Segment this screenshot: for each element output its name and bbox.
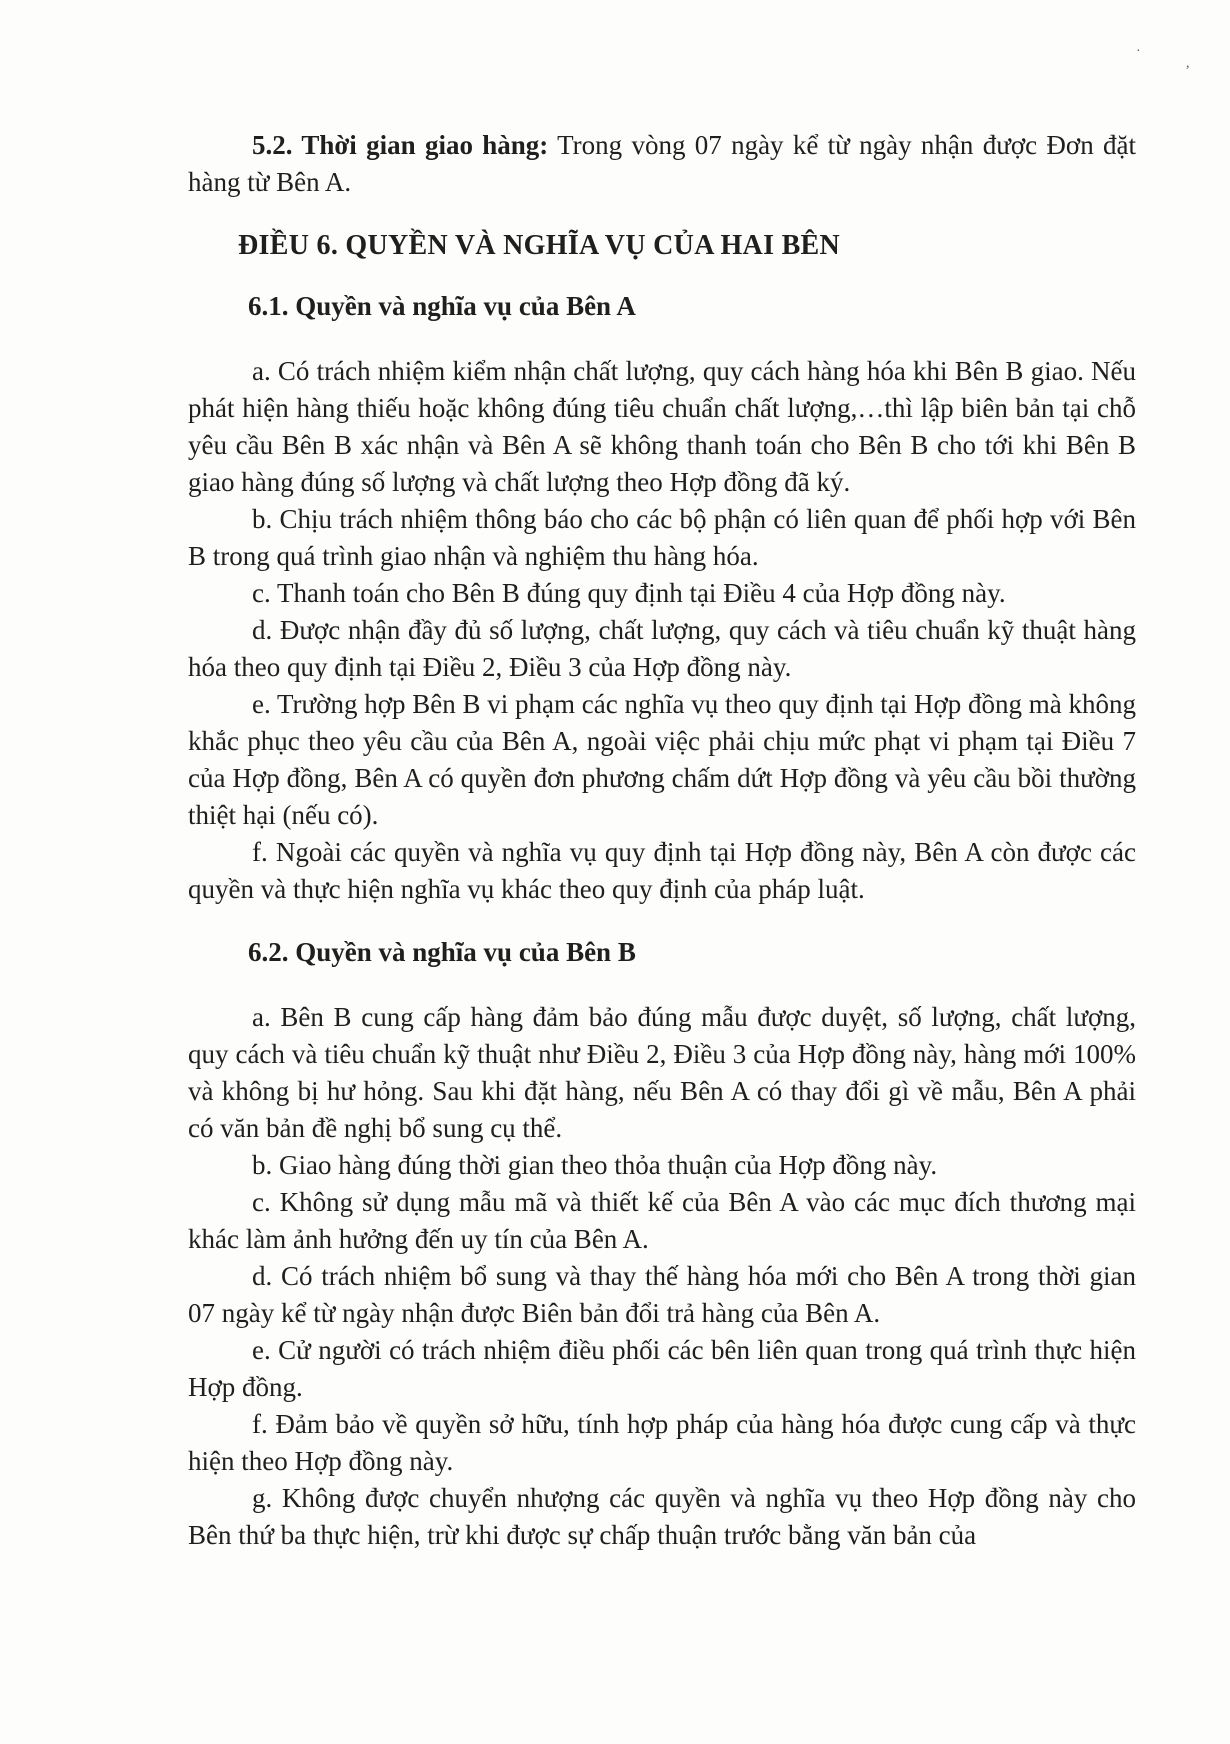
section-6-2-item-e: e. Cử người có trách nhiệm điều phối các bên liên quan trong quá trình thực hiện Hợp đồng. xyxy=(188,1335,1136,1402)
document-body xyxy=(188,127,1136,1554)
section-6-2-item-c: c. Không sử dụng mẫu mã và thiết kế của Bên A vào các mục đích thương mại khác làm ảnh hưởng đến uy tín của Bên A. xyxy=(188,1187,1136,1254)
section-6-1-item-b: b. Chịu trách nhiệm thông báo cho các bộ phận có liên quan để phối hợp với Bên B trong quá trình giao nhận và nghiệm thu hàng hóa. xyxy=(188,504,1136,571)
section-6-2-item-a: a. Bên B cung cấp hàng đảm bảo đúng mẫu được duyệt, số lượng, chất lượng, quy cách và tiêu chuẩn kỹ thuật như Điều 2, Điều 3 của Hợp đồng này, hàng mới 100% và không bị hư hỏng. Sau khi đặt hàng, nếu Bên A có thay đổi gì về mẫu, Bên A phải có văn bản đề nghị bổ sung cụ thể. xyxy=(188,1002,1136,1143)
section-6-1-item-d: d. Được nhận đầy đủ số lượng, chất lượng, quy cách và tiêu chuẩn kỹ thuật hàng hóa theo quy định tại Điều 2, Điều 3 của Hợp đồng này. xyxy=(188,615,1136,682)
section-5-2-label: 5.2. Thời gian giao hàng: xyxy=(252,130,549,160)
article-6-heading: ĐIỀU 6. QUYỀN VÀ NGHĨA VỤ CỦA HAI BÊN xyxy=(238,230,841,261)
scan-mark: · xyxy=(1136,44,1141,59)
section-6-2-item-f: f. Đảm bảo về quyền sở hữu, tính hợp pháp của hàng hóa được cung cấp và thực hiện theo Hợp đồng này. xyxy=(188,1409,1136,1476)
section-6-2-item-g: g. Không được chuyển nhượng các quyền và nghĩa vụ theo Hợp đồng này cho Bên thứ ba thực hiện, trừ khi được sự chấp thuận trước bằng văn bản của xyxy=(188,1483,1136,1550)
section-5-2-paragraph xyxy=(188,127,1136,201)
section-6-1-item-f: f. Ngoài các quyền và nghĩa vụ quy định tại Hợp đồng này, Bên A còn được các quyền và thực hiện nghĩa vụ khác theo quy định của pháp luật. xyxy=(188,837,1136,904)
scan-mark: , xyxy=(1186,56,1190,71)
section-6-1-heading: 6.1. Quyền và nghĩa vụ của Bên A xyxy=(248,291,636,321)
section-5-2-text: Trong vòng 07 ngày kể từ ngày nhận được Đơn đặt hàng từ Bên A. xyxy=(188,130,1136,197)
section-6-2-item-b: b. Giao hàng đúng thời gian theo thỏa thuận của Hợp đồng này. xyxy=(252,1150,938,1180)
section-6-2-heading: 6.2. Quyền và nghĩa vụ của Bên B xyxy=(248,937,636,967)
section-6-1-item-c: c. Thanh toán cho Bên B đúng quy định tại Điều 4 của Hợp đồng này. xyxy=(252,578,1006,608)
section-6-1-item-e: e. Trường hợp Bên B vi phạm các nghĩa vụ theo quy định tại Hợp đồng mà không khắc phục theo yêu cầu của Bên A, ngoài việc phải chịu mức phạt vi phạm tại Điều 7 của Hợp đồng, Bên A có quyền đơn phương chấm dứt Hợp đồng và yêu cầu bồi thường thiệt hại (nếu có). xyxy=(188,689,1136,830)
section-6-1-item-a: a. Có trách nhiệm kiểm nhận chất lượng, quy cách hàng hóa khi Bên B giao. Nếu phát hiện hàng thiếu hoặc không đúng tiêu chuẩn chất lượng,…thì lập biên bản tại chỗ yêu cầu Bên B xác nhận và Bên A sẽ không thanh toán cho Bên B cho tới khi Bên B giao hàng đúng số lượng và chất lượng theo Hợp đồng đã ký. xyxy=(188,356,1136,497)
section-6-2-item-d: d. Có trách nhiệm bổ sung và thay thế hàng hóa mới cho Bên A trong thời gian 07 ngày kể từ ngày nhận được Biên bản đổi trả hàng của Bên A. xyxy=(188,1261,1136,1328)
